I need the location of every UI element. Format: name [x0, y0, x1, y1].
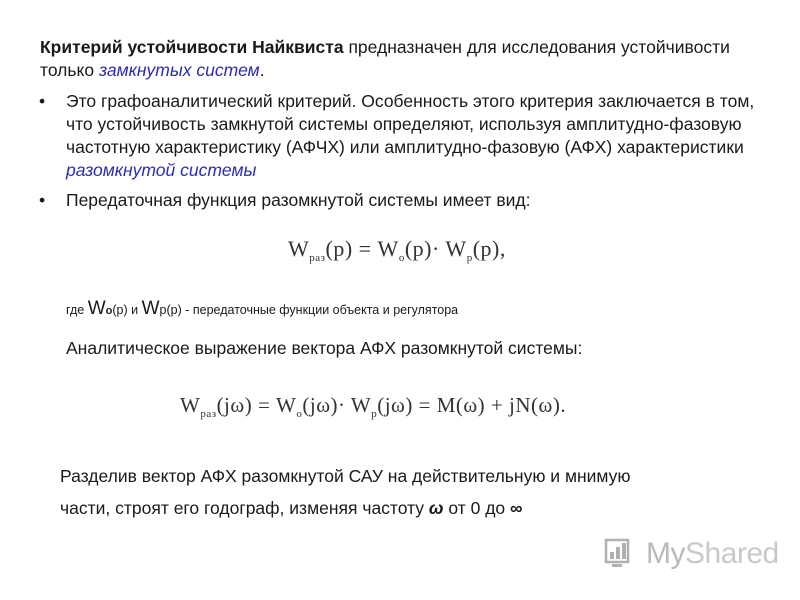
where-text: где [66, 303, 88, 317]
formula-symbol: W [180, 393, 201, 417]
bullet-text: Это графоаналитический критерий. Особенность этого критерия заключается в том, что устойчивость замкнутой системы определяют, используя амплитудно-фазовую частотную характеристику (АФЧХ) или амплитудно-фазовую (АФХ) характеристики [66, 91, 755, 157]
formula-part: (p)· W [404, 236, 467, 261]
where-subscript: o [105, 305, 113, 317]
formula-symbol: W [288, 236, 310, 261]
formula-part: (jω)· W [302, 393, 372, 417]
bullet-text: Передаточная функция разомкнутой системы имеет вид: [66, 190, 531, 210]
formula-subscript: o [296, 408, 303, 420]
closing-line-2 [60, 492, 760, 524]
formula-subscript: раз [309, 252, 326, 264]
infinity-symbol: ∞ [510, 498, 523, 518]
formula-subscript: p [371, 408, 378, 420]
formula-part: (p) = W [325, 236, 399, 261]
formula-subscript: p [466, 252, 473, 264]
closing-text: от 0 до [443, 498, 511, 518]
intro-title: Критерий устойчивости Найквиста [40, 37, 344, 57]
where-line [66, 298, 458, 320]
closing-line-1: Разделив вектор АФХ разомкнутой САУ на действительную и мнимую [60, 466, 631, 486]
formula-afh-vector [180, 393, 566, 420]
where-text: (p) и [112, 303, 142, 317]
intro-paragraph [40, 36, 760, 82]
where-text: p(p) - передаточные функции объекта и регулятора [159, 303, 459, 317]
formula-part: (jω) = W [216, 393, 297, 417]
where-symbol: W [141, 298, 160, 319]
formula-subscript: o [398, 252, 405, 264]
formula-part: (p), [472, 236, 506, 261]
bar-chart-icon [604, 534, 640, 575]
bullet-marker: • [39, 91, 46, 111]
intro-highlight: замкнутых систем [98, 60, 260, 80]
bullet-highlight: разомкнутой системы [66, 160, 257, 180]
omega-symbol: ω [428, 498, 444, 518]
bullet-marker: • [39, 190, 46, 210]
logo-wordmark [646, 537, 779, 571]
bullet-item-transfer [39, 189, 766, 212]
logo-text-part: Shared [685, 537, 779, 570]
intro-end: . [259, 60, 265, 80]
bullet-item-criterion [39, 90, 766, 182]
closing-text: части, строят его годограф, изменяя частоту [60, 498, 429, 518]
where-symbol: W [87, 298, 106, 319]
formula-transfer-function [288, 236, 506, 264]
formula-subscript: раз [200, 408, 217, 420]
formula-part: (jω) = M(ω) + jN(ω). [377, 393, 567, 417]
logo-text-part: My [646, 537, 685, 570]
closing-paragraph [60, 460, 760, 524]
myshared-logo [604, 534, 779, 574]
intro-text: предназначен для исследования устойчивости только [40, 37, 730, 80]
afh-heading: Аналитическое выражение вектора АФХ разомкнутой системы: [66, 338, 583, 358]
